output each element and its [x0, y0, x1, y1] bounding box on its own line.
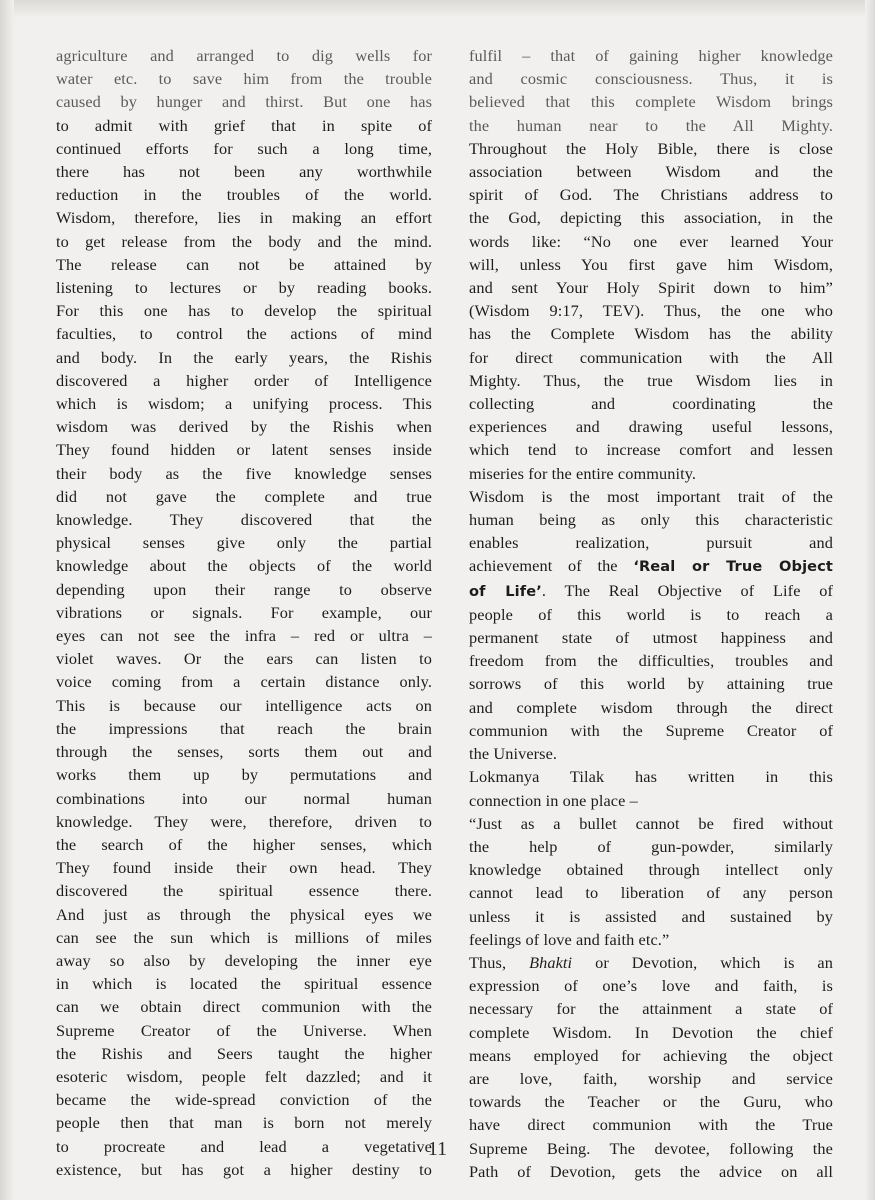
page-shadow-right [865, 0, 875, 1200]
right-column-paragraph-1 [469, 44, 833, 554]
text-line: caused by hunger and thirst. But one has [56, 92, 432, 112]
real-object-of-life-phrase: ‘Real or True Object [633, 558, 833, 576]
text-line: enables realization, pursuit and [469, 533, 833, 553]
bold-phrase-line-2 [469, 579, 833, 603]
left-text-column [56, 44, 432, 1181]
text-line: there has not been any worthwhile [56, 162, 432, 182]
text-line: can we obtain direct communion with the [56, 997, 432, 1017]
text-line: violet waves. Or the ears can listen to [56, 649, 432, 669]
text-line: did not gave the complete and true [56, 486, 432, 506]
text-line: vibrations or signals. For example, our [56, 602, 432, 622]
text-line: faculties, to control the actions of mind [56, 324, 432, 344]
text-line: Supreme Being. The devotee, following the [469, 1138, 833, 1158]
text-line: has the Complete Wisdom has the ability [469, 324, 833, 344]
text-line: communion with the Supreme Creator of [469, 720, 833, 740]
text-line: physical senses give only the partial [56, 533, 432, 553]
text-line: which tend to increase comfort and lessen [469, 440, 833, 460]
text-line: esoteric wisdom, people felt dazzled; and it [56, 1066, 432, 1086]
text-line: miseries for the entire community. [469, 463, 697, 483]
text-line: Supreme Creator of the Universe. When [56, 1020, 432, 1040]
text-line: wisdom was derived by the Rishis when [56, 417, 432, 437]
text-line: sorrows of this world by attaining true [469, 674, 833, 694]
text-line: depending upon their range to observe [56, 579, 432, 599]
text-line: Mighty. Thus, the true Wisdom lies in [469, 370, 833, 390]
thus-suffix: or Devotion, which is an [572, 952, 834, 972]
text-line: For this one has to develop the spiritual [56, 301, 432, 321]
text-line: necessary for the attainment a state of [469, 999, 833, 1019]
right-text-column [469, 44, 833, 1183]
text-line: They found hidden or latent senses inside [56, 440, 432, 460]
bold-phrase-line [469, 554, 833, 578]
text-line: They found inside their own head. They [56, 858, 432, 878]
text-line: combinations into our normal human [56, 788, 432, 808]
text-line: continued efforts for such a long time, [56, 138, 432, 158]
page-shadow-left [0, 0, 14, 1200]
text-line: away so also by developing the inner eye [56, 950, 432, 970]
text-line: means employed for achieving the object [469, 1045, 833, 1065]
text-line: Lokmanya Tilak has written in this [469, 767, 833, 787]
text-line: freedom from the difficulties, troubles and [469, 651, 833, 671]
text-line: Path of Devotion, gets the advice on all [469, 1161, 833, 1181]
real-object-of-life-phrase-end: of Life’ [469, 582, 542, 600]
text-line: towards the Teacher or the Guru, who [469, 1092, 833, 1112]
text-line: for direct communication with the All [469, 347, 833, 367]
text-line: connection in one place – [469, 790, 638, 810]
text-line: reduction in the troubles of the world. [56, 185, 432, 205]
text-line: Wisdom is the most important trait of the [469, 486, 833, 506]
text-line: and sent Your Holy Spirit down to him” [469, 278, 833, 298]
page-shadow-top [0, 0, 875, 18]
text-line: knowledge. They discovered that the [56, 510, 432, 530]
text-line: complete Wisdom. In Devotion the chief [469, 1022, 833, 1042]
text-line: people of this world is to reach a [469, 604, 833, 624]
text-line: and complete wisdom through the direct [469, 697, 833, 717]
text-line: which is wisdom; a unifying process. This [56, 394, 432, 414]
text-line: will, unless You first gave him Wisdom, [469, 254, 833, 274]
page-number: 11 [427, 1138, 448, 1160]
text-line: their body as the five knowledge senses [56, 463, 432, 483]
text-line: existence, but has got a higher destiny to [56, 1159, 432, 1179]
text-line: to procreate and lead a vegetative [56, 1136, 432, 1156]
text-line: the help of gun-powder, similarly [469, 836, 833, 856]
text-line: the Universe. [469, 744, 558, 764]
bold-line-prefix: achievement of the [469, 556, 634, 576]
text-line: to get release from the body and the mind. [56, 231, 432, 251]
text-line: And just as through the physical eyes we [56, 904, 432, 924]
text-line: the human near to the All Mighty. [469, 115, 833, 135]
text-line: and cosmic consciousness. Thus, it is [469, 69, 833, 89]
text-line: Throughout the Holy Bible, there is close [469, 138, 833, 158]
text-line: permanent state of utmost happiness and [469, 628, 833, 648]
text-line: “Just as a bullet cannot be fired without [469, 813, 833, 833]
text-line: through the senses, sorts them out and [56, 742, 432, 762]
text-line: knowledge about the objects of the world [56, 556, 432, 576]
text-line: eyes can not see the infra – red or ultra – [56, 626, 432, 646]
right-column-paragraph-2 [469, 603, 833, 951]
text-line: feelings of love and faith etc.” [469, 929, 670, 949]
text-line: expression of one’s love and faith, is [469, 976, 833, 996]
text-line: association between Wisdom and the [469, 162, 833, 182]
text-line: knowledge obtained through intellect only [469, 860, 833, 880]
text-line: agriculture and arranged to dig wells for [56, 46, 432, 65]
text-line: believed that this complete Wisdom brings [469, 92, 833, 112]
text-line: Wisdom, therefore, lies in making an effort [56, 208, 432, 228]
text-line: listening to lectures or by reading books. [56, 278, 432, 298]
text-line: voice coming from a certain distance only. [56, 672, 432, 692]
text-line: fulfil – that of gaining higher knowledge [469, 46, 833, 65]
bhakti-word: Bhakti [529, 952, 573, 972]
text-line: the search of the higher senses, which [56, 834, 432, 854]
text-line: The release can not be attained by [56, 254, 432, 274]
text-line: discovered a higher order of Intelligence [56, 370, 432, 390]
text-line: words like: “No one ever learned Your [469, 231, 833, 251]
text-line: became the wide-spread conviction of the [56, 1090, 432, 1110]
text-line: have direct communion with the True [469, 1115, 833, 1135]
text-line: the Rishis and Seers taught the higher [56, 1043, 432, 1063]
thus-prefix: Thus, [469, 952, 530, 972]
text-line: water etc. to save him from the trouble [56, 69, 432, 89]
text-line: discovered the spiritual essence there. [56, 881, 432, 901]
text-line: This is because our intelligence acts on [56, 695, 432, 715]
text-line: to admit with grief that in spite of [56, 115, 432, 135]
text-line: can see the sun which is millions of miles [56, 927, 432, 947]
text-line: are love, faith, worship and service [469, 1068, 833, 1088]
text-line: in which is located the spiritual essence [56, 974, 432, 994]
text-line: and body. In the early years, the Rishis [56, 347, 432, 367]
text-line: (Wisdom 9:17, TEV). Thus, the one who [469, 301, 833, 321]
text-line: works them up by permutations and [56, 765, 432, 785]
text-line: spirit of God. The Christians address to [469, 185, 833, 205]
bhakti-line [469, 951, 833, 974]
text-line: unless it is assisted and sustained by [469, 906, 833, 926]
bold-line-suffix: . The Real Objective of Life of [541, 580, 833, 600]
text-line: collecting and coordinating the [469, 394, 833, 414]
text-line: knowledge. They were, therefore, driven to [56, 811, 432, 831]
text-line: the God, depicting this association, in the [469, 208, 833, 228]
text-line: experiences and drawing useful lessons, [469, 417, 833, 437]
text-line: cannot lead to liberation of any person [469, 883, 833, 903]
text-line: the impressions that reach the brain [56, 718, 432, 738]
text-line: human being as only this characteristic [469, 510, 833, 530]
text-line: people then that man is born not merely [56, 1113, 432, 1133]
